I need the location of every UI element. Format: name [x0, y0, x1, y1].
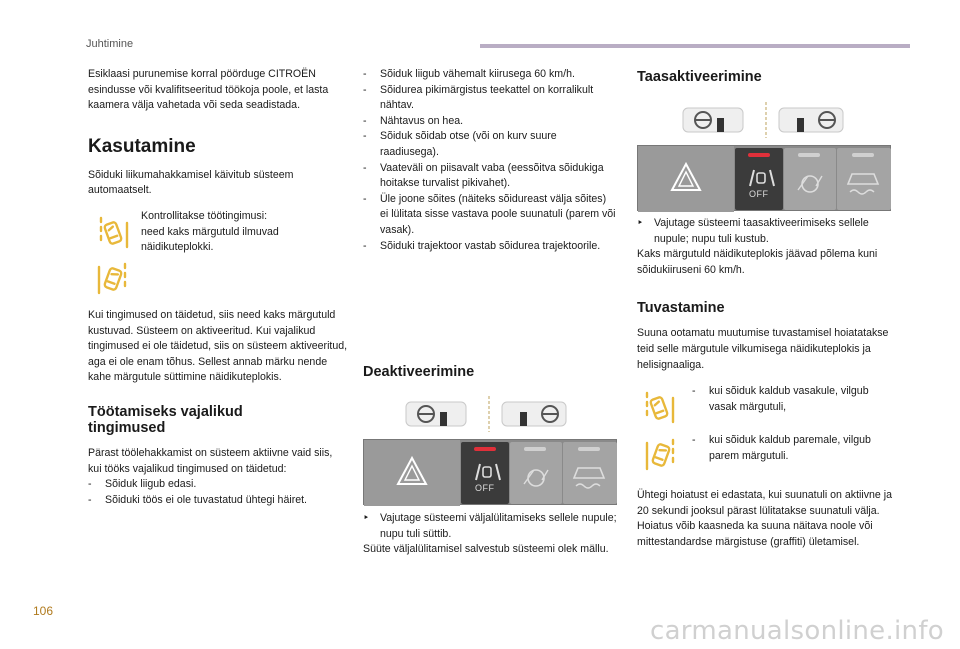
lane-departure-left-icon: [644, 390, 676, 426]
warning-lights-block: [88, 209, 348, 305]
left-departure-item: [692, 384, 882, 415]
deaktiveerimine-step: ‣ Vajutage süsteemi väljalülitamiseks sellele nupule; nupu tuli süttib.: [363, 511, 617, 542]
watermark: carmanualsonline.info: [649, 616, 944, 646]
list-item: - Nähtavus on hea.: [363, 114, 616, 130]
lane-warning-right-icon: [96, 261, 128, 297]
tootamiseks-text: Pärast töölehakkamist on süsteem aktiivne vaid siis, kui tööks vajalikud tingimused on täidetud:: [88, 446, 333, 475]
taasaktiveerimine-step: ‣ Vajutage süsteemi taasaktiveerimiseks sellele nupule; nupu tuli kustub.: [637, 216, 893, 247]
switch-panel-deactivate: [363, 439, 617, 505]
column-2: [363, 67, 616, 254]
list-item: - Vaateväli on piisavalt vaba (eessõitva sõidukiga hoitakse turvalist pikivahet).: [363, 161, 616, 192]
list-item: - Sõiduk liigub vähemalt kiirusega 60 km/h.: [363, 67, 616, 83]
column-1: [88, 67, 348, 508]
deaktiveerimine-note: Süüte väljalülitamisel salvestub süsteemi olek mällu.: [363, 543, 609, 556]
list-item: - Sõiduki töös ei ole tuvastatud ühtegi häiret.: [88, 493, 348, 509]
list-item: - Sõiduk liigub edasi.: [88, 477, 348, 493]
deaktiveerimine-text-block: [363, 511, 617, 558]
warning-lights-caption: Kontrollitakse töötingimusi: need kaks märgutuld ilmuvad näidikuteplokki.: [141, 209, 279, 254]
left-departure-list: [692, 384, 882, 415]
taasaktiveerimine-note: Kaks märgutuld näidikuteplokis jäävad põlema kuni sõidukiiruseni 60 km/h.: [637, 248, 878, 276]
list-item: - kui sõiduk kaldub vasakule, vilgub vasak märgutuli,: [692, 384, 882, 415]
kasutamine-heading: Kasutamine: [88, 135, 196, 157]
switch-panel-graphic-2: [638, 146, 892, 212]
kasutamine-text: Sõiduki liikumahakkamisel käivitub süsteem automaatselt.: [88, 168, 294, 197]
conditions-list-1: [88, 477, 348, 508]
list-item: - Sõiduki trajektoor vastab sõidurea trajektoorile.: [363, 239, 616, 255]
tootamiseks-heading: Töötamiseks vajalikud tingimused: [88, 403, 243, 436]
off-label: OFF: [475, 483, 495, 493]
right-departure-list: [692, 433, 882, 464]
dashboard-camera-figure: [402, 396, 580, 432]
switch-panel-graphic: [364, 440, 618, 506]
tuvastamine-text: Suuna ootamatu muutumise tuvastamisel hoiatatakse teid selle märgutule vilkumisega näidikuteplokis ja helisignaaliga.: [637, 327, 889, 371]
list-item: - Sõidurea pikimärgistus teekattel on korralikult nähtav.: [363, 83, 616, 114]
lane-warning-left-icon: [98, 215, 130, 251]
conditions-met-paragraph: Kui tingimused on täidetud, siis need kaks märgutuld kustuvad. Süsteem on aktiveeritud. Kui vajalikud tingimused ei ole täidetud, siis on süsteem aktiveeritud, aga ei ole enam tõhus. Sellest annab märku nende kahe märgutule süttimine näidikuteplokis.: [88, 308, 348, 384]
list-item: - kui sõiduk kaldub paremale, vilgub parem märgutuli.: [692, 433, 882, 464]
switch-panel-reactivate: [637, 145, 891, 211]
deaktiveerimine-heading: Deaktiveerimine: [363, 364, 475, 380]
header-accent-bar: [480, 44, 910, 48]
list-item: - Üle joone sõites (näiteks sõidureast välja sõites) ei lülitata sisse vastava poole suunatuli (parem või vasak).: [363, 192, 616, 239]
intro-paragraph: Esiklaasi purunemise korral pöörduge CITROËN esindusse või kvalifitseeritud töökoja poole, et lasta kaamera välja vahetada või seda seadistada.: [88, 68, 329, 112]
off-label-2: OFF: [749, 189, 769, 199]
taasaktiveerimine-heading: Taasaktiveerimine: [637, 69, 762, 85]
closing-paragraph: Ühtegi hoiatust ei edastata, kui suunatuli on aktiivne ja 20 sekundi jooksul pärast lülitatakse suunatuli välja. Hoiatus võib kaasneda ka suuna näitava noole või mittestandardse märgistuse (graffiti) ületamisel.: [637, 489, 893, 548]
taasaktiveerimine-text-block: [637, 216, 893, 373]
dashboard-camera-figure-2: [679, 102, 857, 138]
page-number: 106: [33, 604, 54, 618]
right-departure-item: [692, 433, 882, 464]
conditions-list-2: [363, 67, 616, 254]
closing-text-block: [637, 488, 893, 550]
list-item: - Sõiduk sõidab otse (või on kurv suure raadiusega).: [363, 129, 616, 160]
header-section-label: Juhtimine: [86, 38, 134, 50]
tuvastamine-heading: Tuvastamine: [637, 300, 725, 317]
lane-departure-right-icon: [644, 437, 676, 473]
